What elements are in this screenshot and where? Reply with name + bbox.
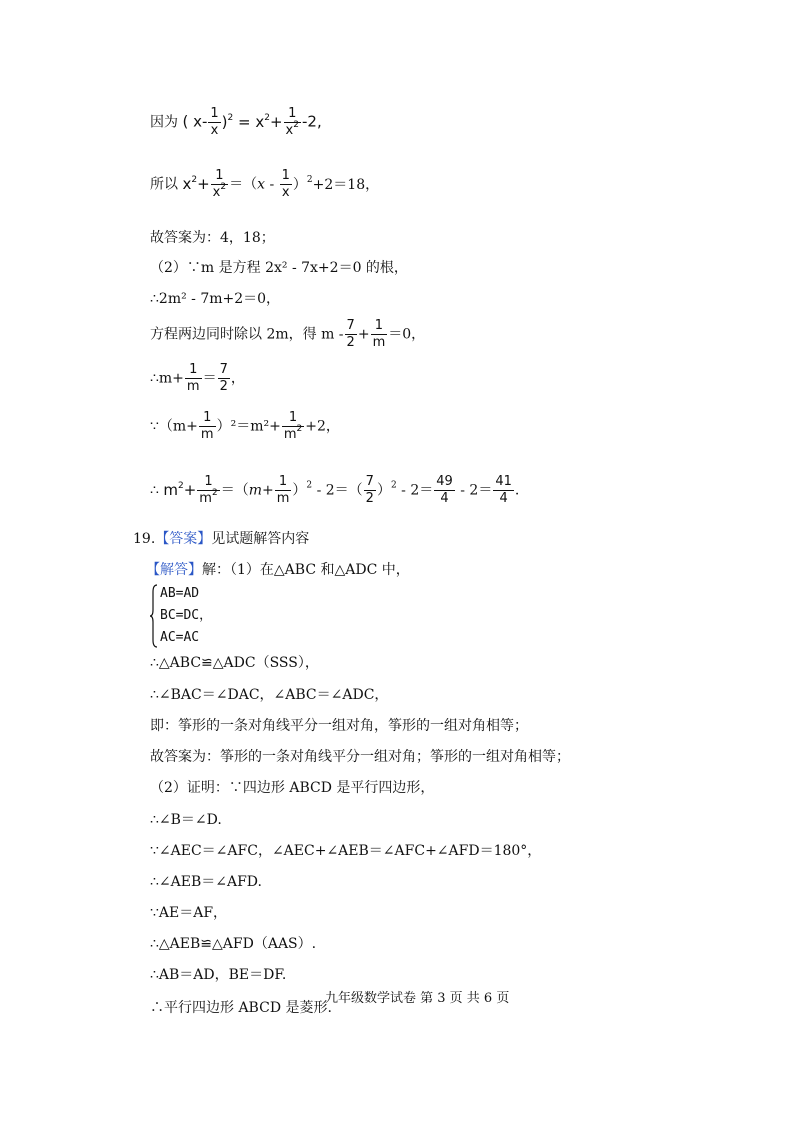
system-eq-2: BC=DC， xyxy=(160,608,213,623)
because-label: 因为 xyxy=(150,114,178,131)
line7-suffix: ， xyxy=(230,370,245,387)
answer-line-1: 故答案为：4，18； xyxy=(150,230,275,246)
proof-line-11: ∴AB＝AD，BE＝DF. xyxy=(150,967,287,983)
system-eq-1: AB=AD xyxy=(160,586,200,601)
equation-line-2: 所以 $x^2+$ $\frac{1}{x^2}$ ＝（x - $\frac{1}{x}$ ）$^2$+2＝18， xyxy=(150,168,380,200)
therefore-label: 所以 xyxy=(150,176,178,193)
equation-line-7: ∴m+ $\frac{1}{m}$ ＝ $\frac{7}{2}$ ， xyxy=(150,362,245,394)
page-footer: 九年级数学试卷 第 3 页 共 6 页 xyxy=(325,991,510,1006)
answer-tag: 【答案】 xyxy=(155,531,212,547)
proof-line-12: ∴平行四边形 ABCD 是菱形. xyxy=(150,1000,332,1016)
answer-text: 见试题解答内容 xyxy=(211,531,310,547)
line8-prefix: ∵（m+ xyxy=(150,418,198,435)
proof-line-9: ∵AE＝AF， xyxy=(150,905,228,921)
equation-line-1: 因为 ( x- $\frac{1}{x}$ )$^2 = x^2+$ $\frac{1}{x^2}$ -2, xyxy=(150,106,322,138)
line8-mid: ）²＝m²+ xyxy=(216,418,281,435)
proof-line-10: ∴△AEB≌△AFD（AAS）. xyxy=(150,936,317,952)
line7-prefix: ∴m+ xyxy=(150,370,184,387)
proof-line-1: ∴△ABC≌△ADC（SSS）， xyxy=(150,655,319,671)
equation-line-9: ∴ $m^2+$ $\frac{1}{m^2}$ ＝（m+ $\frac{1}{m}$ ）$^2$ - 2＝（ $\frac{7}{2}$ ）$^2$ - 2＝ $\frac{49}{4}$ - 2＝ $\frac{41}{4}$ . xyxy=(150,474,520,506)
system-equations xyxy=(160,583,212,649)
equation-line-8: ∵（m+ $\frac{1}{m}$ ）²＝m²+ $\frac{1}{m^2}$ +2， xyxy=(150,410,340,442)
proof-line-5: （2）证明：∵四边形 ABCD 是平行四边形， xyxy=(150,780,435,796)
equation-line-5: ∴2m² - 7m+2＝0， xyxy=(150,291,281,307)
proof-line-6: ∴∠B＝∠D. xyxy=(150,812,222,828)
line6-prefix: 方程两边同时除以 2m，得 m - xyxy=(150,326,344,343)
equation-line-6: 方程两边同时除以 2m，得 m - $\frac{7}{2}$ + $\frac{1}{m}$ ＝0， xyxy=(150,318,426,350)
proof-line-3: 即：筝形的一条对角线平分一组对角，筝形的一组对角相等； xyxy=(150,718,528,734)
part2-line: （2）∵m 是方程 2x² - 7x+2＝0 的根， xyxy=(150,260,408,276)
line6-suffix: ＝0， xyxy=(388,326,426,343)
solution-tag: 【解答】 xyxy=(146,562,202,578)
proof-line-7: ∵∠AEC＝∠AFC，∠AEC+∠AEB＝∠AFC+∠AFD＝180°， xyxy=(150,843,542,859)
system-eq-3: AC=AC xyxy=(160,630,200,645)
line8-suffix: +2， xyxy=(305,418,340,435)
solution-text: 解：（1）在△ABC 和△ADC 中， xyxy=(202,562,410,578)
system-brace xyxy=(150,584,158,648)
question-number: 19. xyxy=(133,531,156,547)
proof-line-4: 故答案为：筝形的一条对角线平分一组对角；筝形的一组对角相等； xyxy=(150,749,570,765)
proof-line-2: ∴∠BAC＝∠DAC，∠ABC＝∠ADC， xyxy=(150,687,389,703)
question-19-header xyxy=(133,530,309,548)
proof-line-8: ∴∠AEB＝∠AFD. xyxy=(150,874,262,890)
solution-line xyxy=(146,561,410,579)
